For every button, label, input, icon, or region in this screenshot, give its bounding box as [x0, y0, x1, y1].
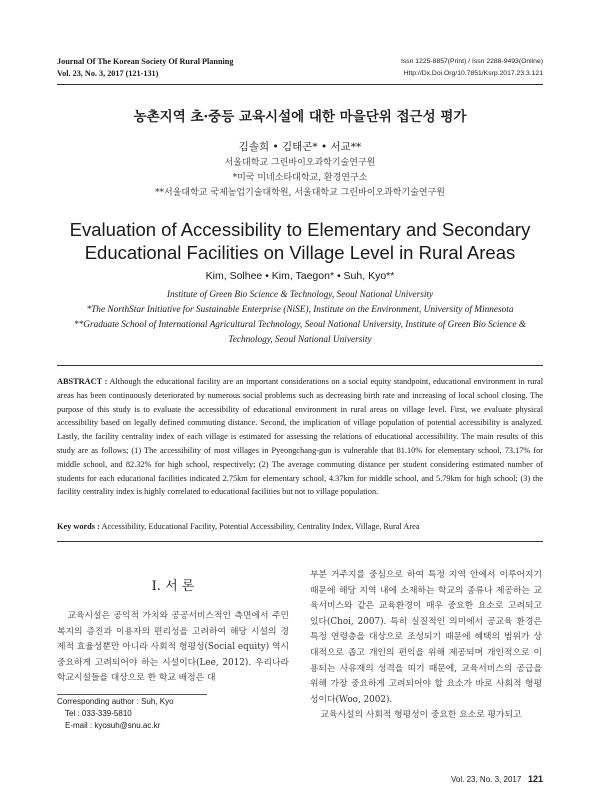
english-authors: Kim, Solhee • Kim, Taegon* • Suh, Kyo** [205, 270, 395, 282]
korean-affiliation-1: 서울대학교 그린바이오과학기술연구원 [224, 158, 376, 168]
english-affiliation-1: Institute of Green Bio Science & Technology, Seoul National University [166, 290, 434, 300]
keywords-bottom-rule [57, 541, 543, 542]
keywords [57, 522, 543, 531]
issn: Issn 1225-8857(Print) / Issn 2288-9493(Online) [400, 58, 543, 65]
correspondence-tel: Tel : 033-339-5810 [65, 709, 132, 718]
english-title [0, 218, 600, 264]
body-left-column: 교육시설은 공익적 가치와 공공서비스적인 측면에서 주민 복지의 증진과 이용자의 편리성을 고려하여 해당 시설의 경제적 효율성뿐만 아니라 사회적 형평성(Social equity) 역시 중요하게 고려되어야 하는 시설이다(Lee, 2012). 우리나라 학교시설들을 대상으로 한 학교 배정은 대 [57, 611, 289, 684]
abstract-top-rule [57, 365, 543, 366]
corresponding-author: Corresponding author : Suh, Kyo [57, 697, 174, 706]
english-title-line-2: Educational Facilities on Village Level in Rural Areas [84, 242, 516, 263]
journal-volume: Vol. 23, No. 3, 2017 (121-131) [57, 69, 159, 78]
korean-title: 농촌지역 초·중등 교육시설에 대한 마을단위 접근성 평가 [133, 109, 467, 125]
abstract-text: Although the educational facility are an important considerations on a social equity standpoint, educational environment in rural areas has been continuously deteriorated by numerous social problems such as decreasing birth rate and increasing of local school closing. The purpose of this study is to evaluate the accessibility of educational environment in rural areas on village level. First, we evaluate physical accessibility based on legally defined commuting distance. Second, the implication of village population of potential accessibility is analyzed. Lastly, the facility centrality index of each village is estimated for assessing the relations of educational accessibility. The main results of this study are as follows; (1) The accessibility of most villages in Pyeongchang-gun is vulnerable that 81.10% for elementary school, 73.17% for middle school, and 82.32% for high school, respectively; (2) The average commuting distance per student considering estimated number of students for each educational facilities indicated 2.75km for elementary school, 4.37km for middle school, and 5.79km for high school; (3) the facility centrality index is highly correlated to educational facilities but not to village population. [57, 377, 543, 497]
journal-name: Journal Of The Korean Society Of Rural Planning [57, 57, 234, 66]
section-title: I. 서 론 [151, 579, 195, 594]
body-right-paragraph-2: 교육시설의 사회적 형평성이 중요한 요소로 평가되고 [320, 710, 522, 721]
correspondence-rule [57, 694, 207, 695]
english-affiliations [60, 288, 540, 348]
abstract [57, 375, 543, 499]
body-right-paragraph-1: 부분 거주지를 중심으로 하여 특정 지역 안에서 이루어지기 때문에 해당 지역 내에 소재하는 학교의 종류나 제공하는 교육서비스와 같은 교육환경이 매우 중요한 요소로 고려되고 있다(Choi, 2007). 특히 실질적인 의미에서 공교육 환경은 특정 연령층을 대상으로 조성되기 때문에 혜택의 범위가 상대적으로 좁고 개인의 편익을 위해 제공되며 개인적으로 이용되는 사유재의 성격을 띠기 때문에, 교육서비스의 공급을 위해 가장 중요하게 고려되어야 할 요소가 바로 사회적 형평성이다(Woo, 2002). [310, 570, 542, 705]
korean-affiliation-3: **서울대학교 국제농업기술대학원, 서울대학교 그린바이오과학기술연구원 [155, 188, 445, 198]
keywords-label: Key words : [57, 522, 100, 531]
korean-affiliation-2: *미국 미네소타대학교, 환경연구소 [232, 173, 368, 183]
abstract-label: ABSTRACT : [57, 377, 108, 386]
correspondence-email: E-mail : kyosuh@snu.ac.kr [65, 721, 161, 730]
korean-authors: 김솔희 • 김태곤* • 서교** [238, 141, 362, 153]
page-footer [451, 774, 543, 784]
journal-header-right [401, 56, 543, 80]
journal-header-left [57, 56, 233, 80]
doi: Http://Dx.Doi.Org/10.7851/Ksrp.2017.23.3.121 [403, 70, 543, 77]
page-number: 121 [527, 774, 543, 784]
english-affiliation-2: *The NorthStar Initiative for Sustainable Enterprise (NiSE), Institute on the Environment, University of Minnesota [86, 305, 514, 315]
english-title-line-1: Evaluation of Accessibility to Elementary and Secondary [69, 219, 531, 240]
correspondence [57, 696, 174, 732]
footer-volume: Vol. 23, No. 3, 2017 [451, 775, 522, 784]
english-affiliation-3: **Graduate School of International Agricultural Technology, Seoul National University, Institute of Green Bio Science & Technology, Seoul National University [73, 320, 527, 345]
header-rule [57, 84, 543, 85]
keywords-text: Accessibility, Educational Facility, Potential Accessibility, Centrality Index, Village, Rural Area [101, 522, 420, 531]
body-right-column [310, 568, 542, 724]
